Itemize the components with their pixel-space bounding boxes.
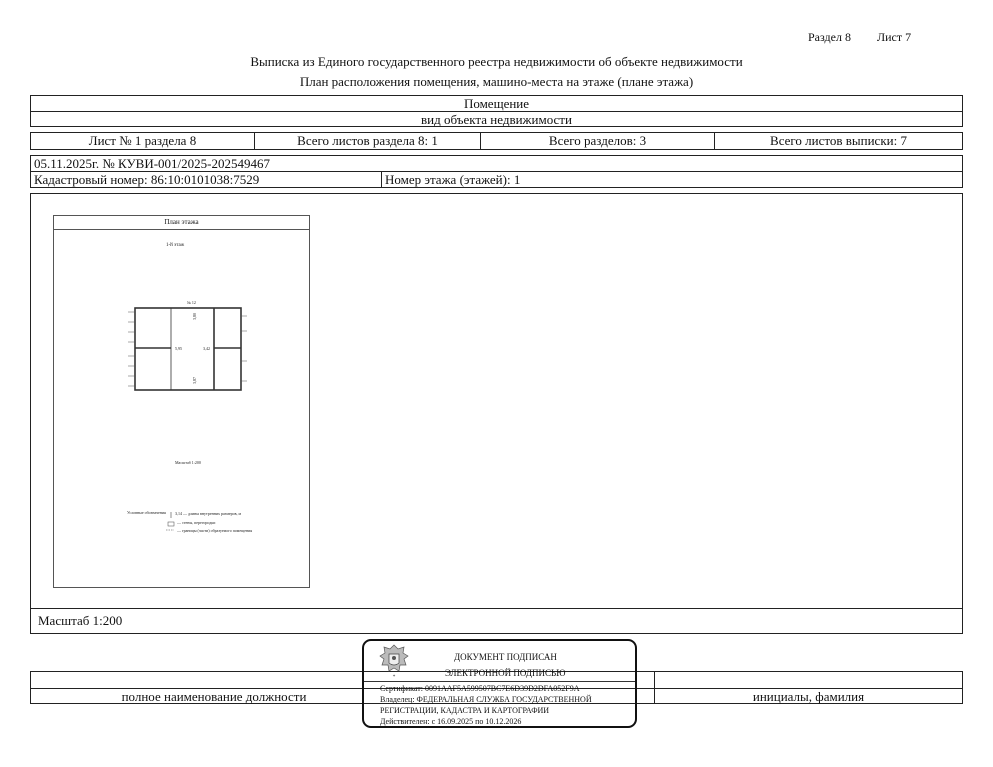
section-count: Всего разделов: 3 — [548, 133, 647, 148]
document-info-table — [30, 155, 963, 188]
room-number: № 12 — [187, 300, 196, 305]
stamp-subtitle: ЭЛЕКТРОННОЙ ПОДПИСЬЮ — [445, 668, 566, 678]
floor-plan-sheet — [53, 215, 310, 588]
stamp-validity: Действителен: с 16.09.2025 по 10.12.2026 — [380, 717, 522, 726]
document-number: 05.11.2025г. № КУВИ-001/2025-202549467 — [34, 155, 270, 171]
stamp-title: ДОКУМЕНТ ПОДПИСАН — [454, 652, 557, 662]
dimension-label: 3,42 — [203, 346, 210, 351]
stamp-owner-cont: РЕГИСТРАЦИИ, КАДАСТРА И КАРТОГРАФИИ — [380, 706, 550, 715]
legend-item: — стены, перегородки — [177, 520, 216, 525]
object-type-table — [30, 95, 963, 127]
object-type-caption: вид объекта недвижимости — [421, 111, 572, 127]
sheet-label: Лист 7 — [877, 30, 912, 44]
divider — [381, 172, 382, 187]
electronic-signature-stamp — [362, 639, 637, 728]
name-caption: инициалы, фамилия — [752, 688, 865, 704]
legend-title: Условные обозначения — [127, 510, 166, 515]
document-title: Выписка из Единого государственного реестра недвижимости об объекте недвижимости — [250, 54, 743, 69]
cadastral-number: Кадастровый номер: 86:10:0101038:7529 — [34, 171, 260, 187]
sheets-row — [30, 132, 963, 150]
svg-text:✦: ✦ — [392, 673, 396, 678]
floor-plan-drawing — [54, 216, 311, 589]
stamp-certificate: Сертификат: 0091AAF5A599507BC7E6D39D2DFA052F9A — [380, 684, 580, 693]
total-sheet-count: Всего листов выписки: 7 — [770, 133, 907, 148]
stamp-owner: Владелец: ФЕДЕРАЛЬНАЯ СЛУЖБА ГОСУДАРСТВЕННОЙ — [380, 695, 592, 704]
dimension-label: 5,95 — [175, 346, 182, 351]
floor-number: Номер этажа (этажей): 1 — [385, 171, 521, 187]
coat-of-arms-icon — [377, 643, 411, 679]
section-sheet-count: Всего листов раздела 8: 1 — [297, 133, 438, 148]
scale-label: Масштаб 1:200 — [38, 613, 123, 628]
dimension-label: 3,87 — [192, 377, 197, 384]
object-type-value: Помещение — [463, 95, 530, 111]
legend-item: 3,14 — длины внутренних размеров, м — [175, 511, 242, 516]
position-caption: полное наименование должности — [121, 688, 307, 704]
legend-item: — границы (части) образуемого помещения — [177, 528, 253, 533]
sheet-number: Лист № 1 раздела 8 — [88, 133, 197, 148]
section-label: Раздел 8 — [808, 30, 851, 44]
plan-scale-note: Масштаб 1:200 — [175, 460, 201, 465]
stamp-divider — [364, 681, 635, 682]
plan-sheet-title: План этажа — [54, 216, 309, 230]
divider — [31, 608, 962, 609]
floor-label: 1-й этаж — [166, 243, 185, 248]
dimension-label: 3,80 — [192, 313, 197, 320]
document-subtitle: План расположения помещения, машино-места на этаже (плане этажа) — [299, 74, 694, 89]
